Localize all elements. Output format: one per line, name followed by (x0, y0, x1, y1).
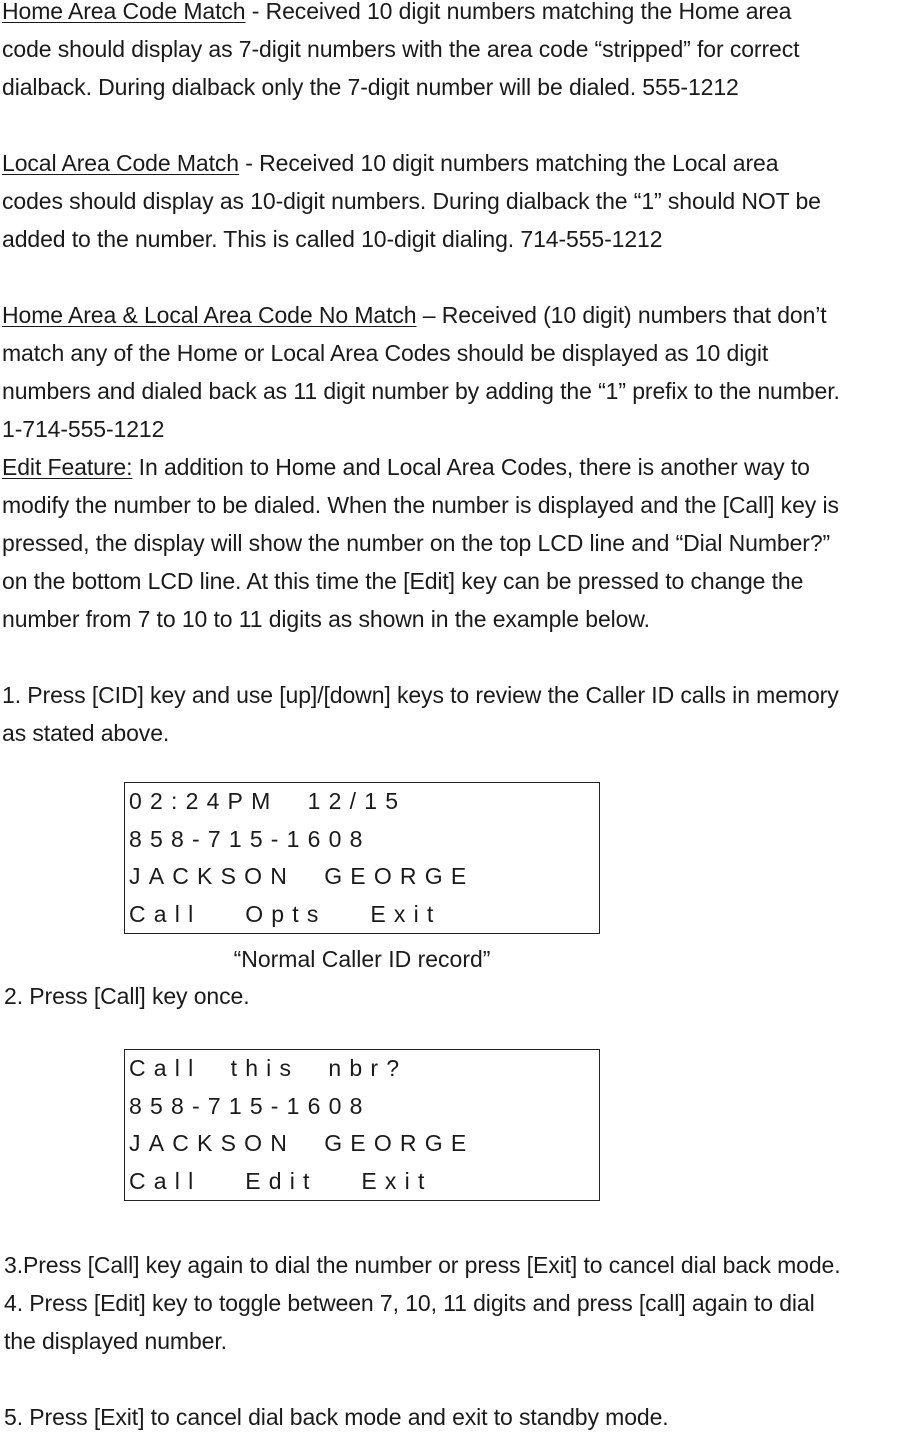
home-line: code should display as 7-digit numbers with the area code “stripped” for correct (2, 36, 800, 62)
edit-line: In addition to Home and Local Area Codes, there is another way to (132, 454, 810, 480)
edit-paragraph (0, 448, 908, 486)
nomatch-line: – Received (10 digit) numbers that don’t (416, 302, 827, 328)
lcd-row: Call Opts Exit (129, 900, 442, 927)
home-paragraph (0, 0, 908, 30)
local-paragraph (0, 144, 908, 182)
step-1-cont: as stated above. (2, 720, 170, 746)
lcd-row: 02:24PM 12/15 (129, 788, 407, 814)
lcd-display-normal (124, 782, 600, 934)
step-3: 3.Press [Call] key again to dial the number or press [Exit] to cancel dial back mode. (4, 1252, 841, 1278)
lcd-display-call (124, 1049, 600, 1201)
edit-line: on the bottom LCD line. At this time the [Edit] key can be pressed to change the (2, 568, 804, 594)
step-2: 2. Press [Call] key once. (4, 983, 250, 1009)
lcd-row: 858-715-1608 (129, 1092, 371, 1119)
step-4-cont: the displayed number. (4, 1328, 227, 1354)
edit-line: pressed, the display will show the number on the top LCD line and “Dial Number?” (2, 530, 831, 556)
home-line: - Received 10 digit numbers matching the Home area (245, 0, 792, 24)
local-line: added to the number. This is called 10-digit dialing. 714-555-1212 (2, 226, 663, 252)
local-line: codes should display as 10-digit numbers. During dialback the “1” should NOT be (2, 188, 821, 214)
nomatch-heading: Home Area & Local Area Code No Match (2, 302, 417, 328)
lcd-row: 858-715-1608 (129, 825, 371, 852)
home-line: dialback. During dialback only the 7-digit number will be dialed. 555-1212 (2, 74, 739, 100)
local-line: - Received 10 digit numbers matching the Local area (239, 150, 779, 176)
lcd-row: JACKSON GEORGE (129, 1130, 475, 1156)
nomatch-line: match any of the Home or Local Area Codes should be displayed as 10 digit (2, 340, 769, 366)
lcd-row: JACKSON GEORGE (129, 863, 475, 889)
lcd-row: Call Edit Exit (129, 1167, 433, 1194)
lcd-caption: “Normal Caller ID record” (233, 946, 491, 972)
step-5: 5. Press [Exit] to cancel dial back mode and exit to standby mode. (4, 1404, 669, 1430)
home-heading: Home Area Code Match (2, 0, 246, 24)
nomatch-line: numbers and dialed back as 11 digit number by adding the “1” prefix to the number. (2, 378, 840, 404)
local-heading: Local Area Code Match (2, 150, 239, 176)
edit-line: modify the number to be dialed. When the number is displayed and the [Call] key is (2, 492, 839, 518)
edit-heading: Edit Feature: (2, 454, 133, 480)
nomatch-paragraph (0, 296, 908, 334)
nomatch-line: 1-714-555-1212 (2, 416, 165, 442)
lcd-row: Call this nbr? (129, 1055, 408, 1081)
step-1: 1. Press [CID] key and use [up]/[down] keys to review the Caller ID calls in memory (2, 682, 839, 708)
edit-line: number from 7 to 10 to 11 digits as shown in the example below. (2, 606, 650, 632)
step-4: 4. Press [Edit] key to toggle between 7, 10, 11 digits and press [call] again to dial (4, 1290, 815, 1316)
